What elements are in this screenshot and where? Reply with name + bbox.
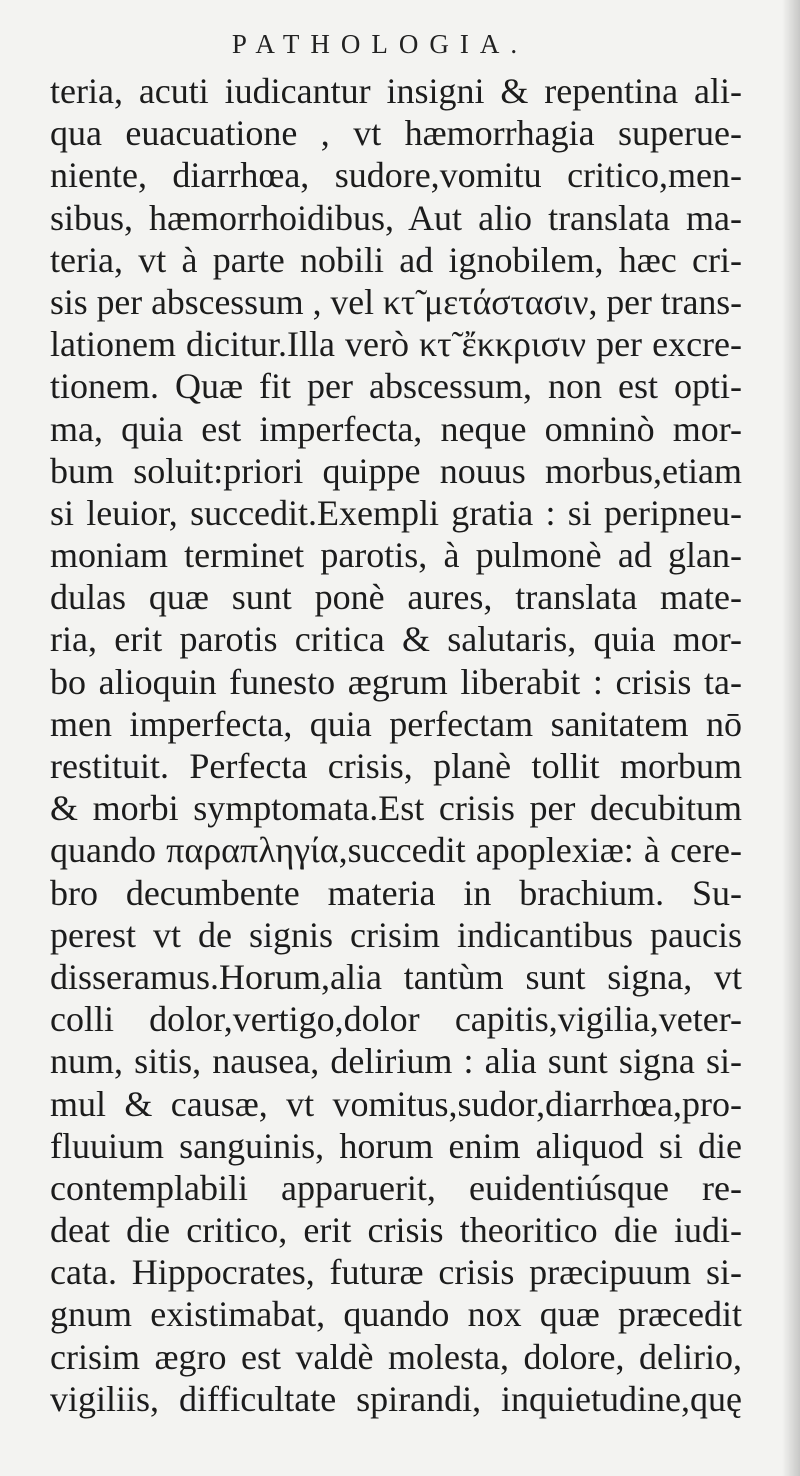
text-line: ma, quia est imperfecta, neque omninò mor-	[50, 408, 742, 449]
text-line: colli dolor,vertigo,dolor capitis,vigilia,veter-	[50, 999, 742, 1040]
text-line: & morbi symptomata.Est crisis per decubitum	[50, 788, 742, 829]
text-line: contemplabili apparuerit, euidentiúsque re-	[50, 1167, 742, 1208]
text-line: restituit. Perfecta crisis, planè tollit morbum	[50, 746, 742, 786]
text-line: disseramus.Horum,alia tantùm sunt signa, vt	[50, 956, 742, 997]
running-head: PATHOLOGIA.	[231, 29, 529, 59]
text-line: bum soluit:priori quippe nouus morbus,etiam	[50, 450, 742, 491]
text-line: si leuior, succedit.Exempli gratia : si peripneu-	[50, 492, 742, 533]
text-line: quando παραπληγία,succedit apoplexiæ: à cere-	[50, 830, 742, 871]
text-line: men imperfecta, quia perfectam sanitatem nō	[50, 703, 742, 744]
text-line: mul & causæ, vt vomitus,sudor,diarrhœa,pro-	[50, 1083, 742, 1124]
text-line: crisim ægro est valdè molesta, dolore, delirio,	[50, 1336, 742, 1377]
text-line: qua euacuatione , vt hæmorrhagia superue-	[50, 113, 742, 154]
text-line: num, sitis, nausea, delirium : alia sunt signa si-	[50, 1041, 742, 1082]
text-line: bo alioquin funesto ægrum liberabit : crisis ta-	[50, 661, 742, 702]
text-line: lationem dicitur.Illa verò κτ̃ ἔκκρισιν per excre-	[50, 324, 742, 365]
text-line: niente, diarrhœa, sudore,vomitu critico,men-	[50, 155, 742, 196]
text-line: deat die critico, erit crisis theoritico die iudi-	[50, 1210, 742, 1251]
text-line: teria, vt à parte nobili ad ignobilem, hæc cri-	[50, 239, 742, 280]
text-line: moniam terminet parotis, à pulmonè ad glan-	[50, 535, 742, 576]
text-line: vigiliis, difficultate spirandi, inquietudine,quę	[50, 1378, 742, 1419]
text-line: bro decumbente materia in brachium. Su-	[50, 872, 742, 913]
text-line: cata. Hippocrates, futuræ crisis præcipuum si-	[50, 1252, 742, 1293]
text-line: ria, erit parotis critica & salutaris, quia mor-	[50, 619, 742, 660]
body-text	[50, 70, 742, 1420]
page-edge-shadow	[782, 0, 800, 1476]
text-line: sis per abscessum , vel κτ̃ μετάστασιν, per trans-	[50, 281, 743, 322]
text-line: perest vt de signis crisim indicantibus paucis	[50, 914, 742, 955]
text-line: fluuium sanguinis, horum enim aliquod si die	[50, 1125, 742, 1166]
text-line: tionem. Quæ fit per abscessum, non est opti-	[50, 366, 742, 407]
text-line: dulas quæ sunt ponè aures, translata mate-	[50, 577, 742, 618]
text-line: gnum existimabat, quando nox quæ præcedit	[50, 1294, 742, 1335]
text-line: sibus, hæmorrhoidibus, Aut alio translata ma-	[50, 197, 742, 238]
text-line: teria, acuti iudicantur insigni & repentina ali-	[50, 71, 742, 111]
